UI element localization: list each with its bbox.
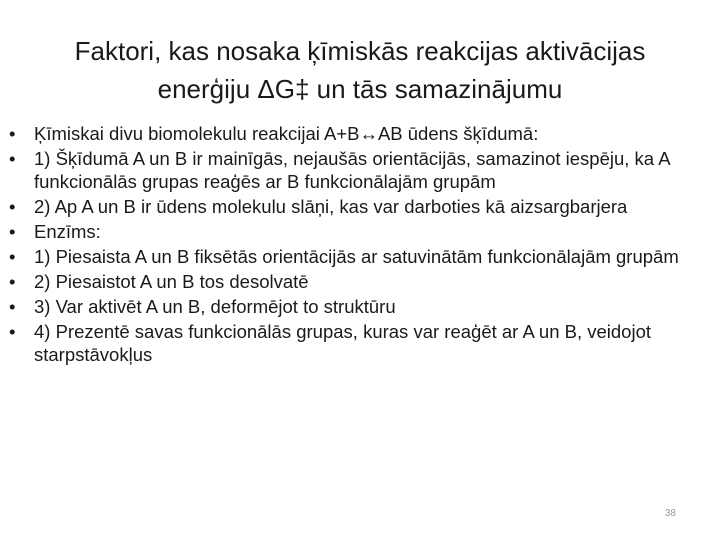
slide-title-line: Faktori, kas nosaka ķīmiskās reakcijas aktivācijas	[74, 36, 646, 66]
bullet-item: • 2) Piesaistot A un B tos desolvatē	[8, 270, 692, 293]
bullet-item: • 4) Prezentē savas funkcionālās grupas, kuras var reaģēt ar A un B, veidojot starpstāvokļus	[8, 320, 692, 366]
bullet-item: • 3) Var aktivēt A un B, deformējot to struktūru	[8, 295, 692, 318]
bullet-item: • 1) Šķīdumā A un B ir mainīgās, nejaušās orientācijās, samazinot iespēju, ka A funkcionālās grupas reaģēs ar B funkcionālajām grupām	[8, 147, 692, 193]
slide-title-line: enerģiju ΔG‡ un tās samazinājumu	[157, 74, 563, 104]
slide-title	[30, 32, 690, 108]
bullet-item: • 2) Ap A un B ir ūdens molekulu slāņi, kas var darboties kā aizsargbarjera	[8, 195, 692, 218]
bullet-item: • 1) Piesaista A un B fiksētās orientācijās ar satuvinātām funkcionālajām grupām	[8, 245, 692, 268]
bullet-item: • Ķīmiskai divu biomolekulu reakcijai A+B↔AB ūdens šķīdumā:	[8, 122, 692, 145]
bullet-item: • Enzīms:	[8, 220, 692, 243]
page-number: 38	[664, 508, 676, 519]
bullet-list	[8, 122, 692, 368]
